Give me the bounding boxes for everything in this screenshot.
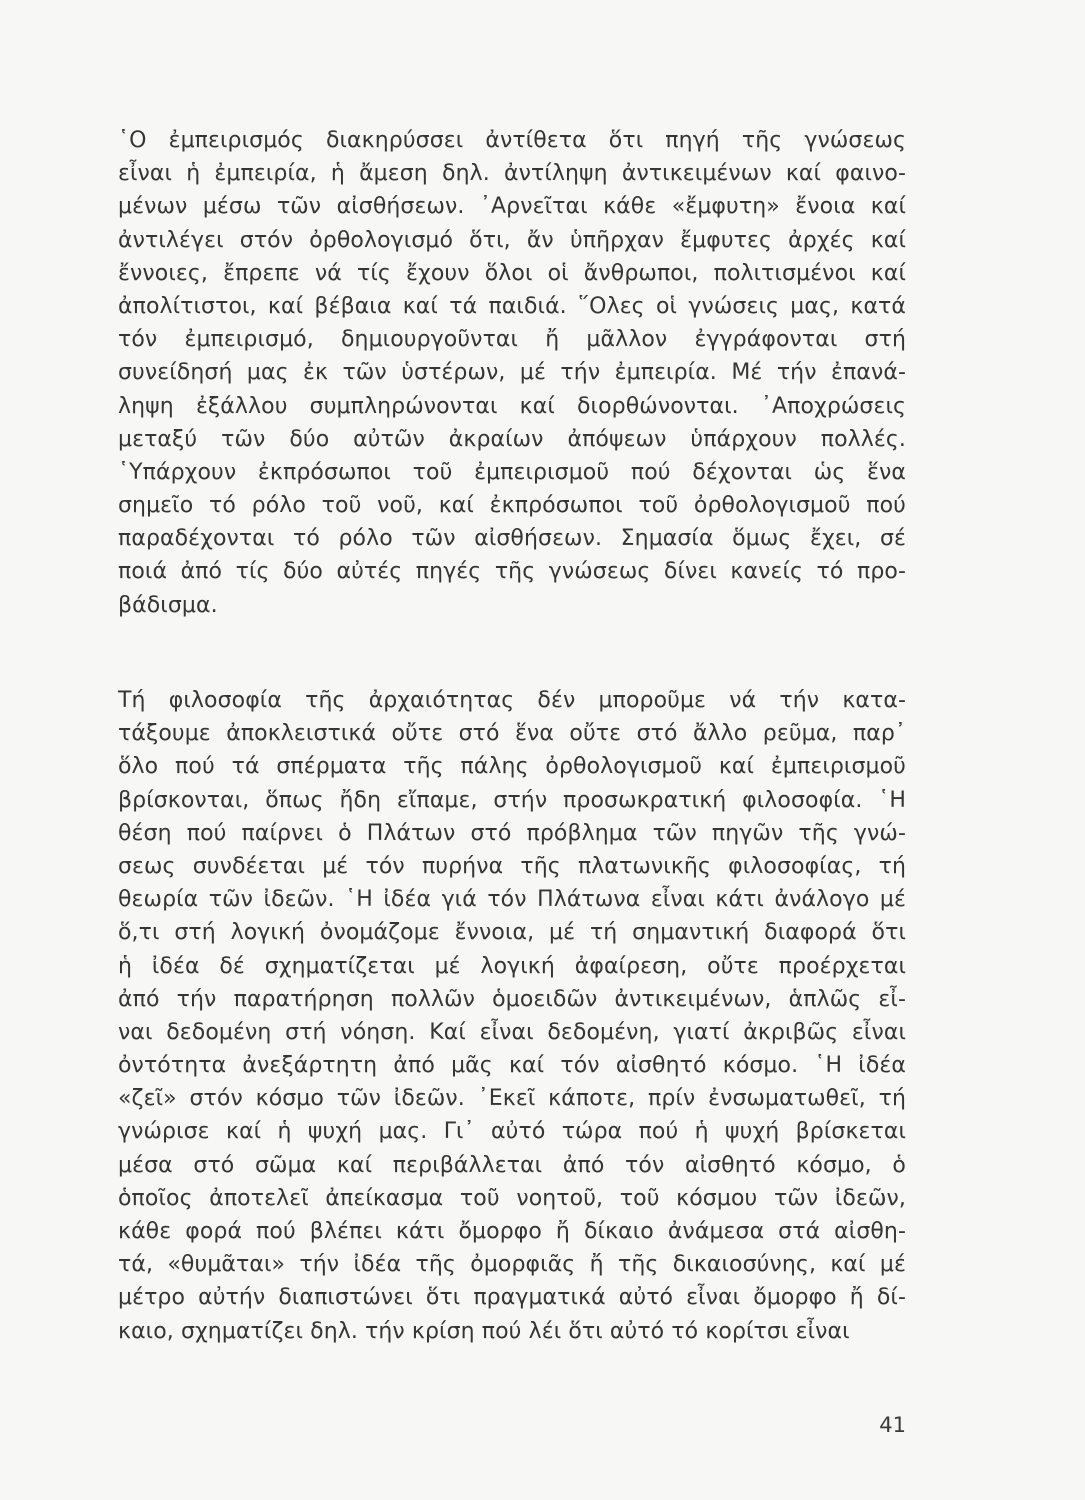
text-line: τόν ἐμπειρισμό, δημιουργοῦνται ἤ μᾶλλον ἐγγράφονται στή <box>118 327 906 353</box>
text-line: ῾Υπάρχουν ἐκπρόσωποι τοῦ ἐμπειρισμοῦ πού δέχονται ὡς ἕνα <box>118 459 906 485</box>
text-line: γνώρισε καί ἡ ψυχή μας. Γι᾿ αὐτό τώρα πού ἡ ψυχή βρίσκεται <box>118 1119 906 1145</box>
text-line: κάθε φορά πού βλέπει κάτι ὄμορφο ἤ δίκαιο ἀνάμεσα στά αἰσθη- <box>118 1219 906 1244</box>
text-line: ὀντότητα ἀνεξάρτητη ἀπό μᾶς καί τόν αἰσθητό κόσμο. ῾Η ἰδέα <box>118 1053 906 1079</box>
text-line: σεως συνδέεται μέ τόν πυρήνα τῆς πλατωνικῆς φιλοσοφίας, τή <box>118 853 906 879</box>
text-line: Τή φιλοσοφία τῆς ἀρχαιότητας δέν μποροῦμε νά τήν κατα- <box>118 688 906 713</box>
text-line: παραδέχονται τό ρόλο τῶν αἰσθήσεων. Σημασία ὅμως ἔχει, σέ <box>118 526 906 552</box>
text-line: ἀντιλέγει στόν ὀρθολογισμό ὅτι, ἄν ὑπῆρχαν ἔμφυτες ἀρχές καί <box>118 227 906 253</box>
text-line: καιο, σχηματίζει δηλ. τήν κρίση πού λέι ὅτι αὐτό τό κορίτσι εἶναι <box>118 1318 850 1344</box>
text-line: θέση πού παίρνει ὁ Πλάτων στό πρόβλημα τῶν πηγῶν τῆς γνώ- <box>118 820 906 846</box>
text-line: ἡ ἰδέα δέ σχηματίζεται μέ λογική ἀφαίρεση, οὔτε προέρχεται <box>118 953 906 979</box>
text-line: βρίσκονται, ὅπως ἤδη εἴπαμε, στήν προσωκρατική φιλοσοφία. ῾Η <box>118 787 906 813</box>
text-line: εἶναι ἡ ἐμπειρία, ἡ ἄμεση δηλ. ἀντίληψη ἀντικειμένων καί φαινο- <box>118 161 906 187</box>
text-line: μένων μέσω τῶν αἰσθήσεων. ᾿Αρνεῖται κάθε «ἔμφυτη» ἔνοια καί <box>118 194 906 220</box>
text-line: ἀπό τήν παρατήρηση πολλῶν ὁμοειδῶν ἀντικειμένων, ἁπλῶς εἶ- <box>118 986 906 1012</box>
paragraph-plato-ideas <box>118 684 906 1348</box>
text-line: «ζεῖ» στόν κόσμο τῶν ἰδεῶν. ᾿Εκεῖ κάποτε, πρίν ἐνσωματωθεῖ, τή <box>118 1086 906 1112</box>
text-line: ὅ,τι στή λογική ὀνομάζομε ἔννοια, μέ τή σημαντική διαφορά ὅτι <box>118 920 906 946</box>
text-line: μεταξύ τῶν δύο αὐτῶν ἀκραίων ἀπόψεων ὑπάρχουν πολλές. <box>118 426 906 452</box>
text-line: ὁποῖος ἀποτελεῖ ἀπείκασμα τοῦ νοητοῦ, τοῦ κόσμου τῶν ἰδεῶν, <box>118 1185 906 1211</box>
text-line: ποιά ἀπό τίς δύο αὐτές πηγές τῆς γνώσεως δίνει κανείς τό προ- <box>118 559 906 585</box>
text-line: ληψη ἐξάλλου συμπληρώνονται καί διορθώνονται. ᾿Αποχρώσεις <box>118 393 906 419</box>
text-line: μέτρο αὐτήν διαπιστώνει ὅτι πραγματικά αὐτό εἶναι ὄμορφο ἤ δί- <box>118 1285 906 1311</box>
text-line: σημεῖο τό ρόλο τοῦ νοῦ, καί ἐκπρόσωποι τοῦ ὀρθολογισμοῦ πού <box>118 493 906 519</box>
text-line: τάξουμε ἀποκλειστικά οὔτε στό ἕνα οὔτε στό ἄλλο ρεῦμα, παρ᾿ <box>118 721 906 747</box>
text-line: ναι δεδομένη στή νόηση. Καί εἶναι δεδομένη, γιατί ἀκριβῶς εἶναι <box>118 1019 906 1045</box>
text-line: ἀπολίτιστοι, καί βέβαια καί τά παιδιά. ῞Ολες οἱ γνώσεις μας, κατά <box>118 293 906 319</box>
text-line: ὅλο πού τά σπέρματα τῆς πάλης ὀρθολογισμοῦ καί ἐμπειρισμοῦ <box>118 754 906 780</box>
text-line: ῾Ο ἐμπειρισμός διακηρύσσει ἀντίθετα ὅτι πηγή τῆς γνώσεως <box>118 128 906 153</box>
text-line: ἔννοιες, ἔπρεπε νά τίς ἔχουν ὅλοι οἱ ἄνθρωποι, πολιτισμένοι καί <box>118 260 906 286</box>
text-line: τά, «θυμᾶται» τήν ἰδέα τῆς ὀμορφιᾶς ἤ τῆς δικαιοσύνης, καί μέ <box>118 1252 906 1278</box>
paragraph-empiricism <box>118 124 906 622</box>
text-line: μέσα στό σῶμα καί περιβάλλεται ἀπό τόν αἰσθητό κόσμο, ὁ <box>118 1152 906 1178</box>
text-line: βάδισμα. <box>118 592 218 618</box>
text-line: θεωρία τῶν ἰδεῶν. ῾Η ἰδέα γιά τόν Πλάτωνα εἶναι κάτι ἀνάλογο μέ <box>118 887 906 913</box>
text-line: συνείδησή μας ἐκ τῶν ὑστέρων, μέ τήν ἐμπειρία. Μέ τήν ἐπανά- <box>118 360 906 386</box>
page-number: 41 <box>879 1413 906 1437</box>
